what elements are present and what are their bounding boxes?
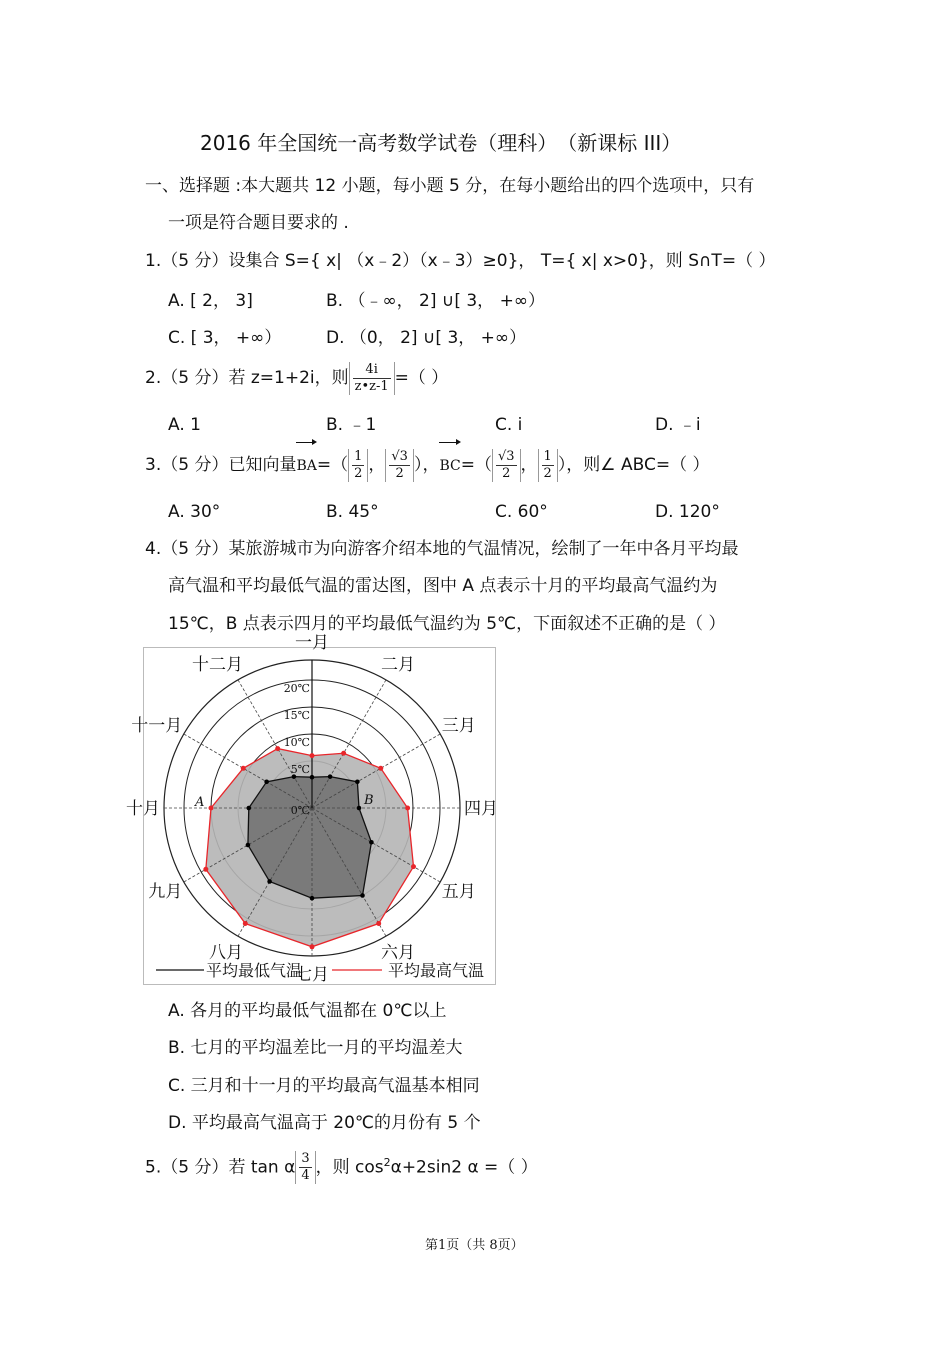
q5-fraction xyxy=(295,1151,315,1184)
low-point-6 xyxy=(310,896,315,901)
q2-fraction-num: 4i xyxy=(353,362,391,379)
q3-option-c: C. 60° xyxy=(495,502,548,522)
page-footer: 第1页（共 8页） xyxy=(425,1238,524,1253)
q3-frac-2-num: √3 xyxy=(391,448,408,464)
ring-label-1: 5℃ xyxy=(290,763,310,776)
low-point-7 xyxy=(267,879,272,884)
month-label-1: 二月 xyxy=(381,655,415,676)
q2-fraction-den: z•z-1 xyxy=(354,378,389,394)
q5-superscript: 2 xyxy=(383,1156,391,1169)
q1-option-b: B. （﹣∞， 2] ∪[ 3， +∞） xyxy=(326,291,545,311)
month-label-6: 七月 xyxy=(295,965,329,985)
q5-suffix2: α+2sin2 α =（ ） xyxy=(390,1157,538,1178)
month-label-0: 一月 xyxy=(295,633,329,653)
q3-comma-1: ， xyxy=(368,455,386,475)
section-header-line1: 一、选择题 :本大题共 12 小题，每小题 5 分，在每小题给出的四个选项中，只有 xyxy=(145,176,755,196)
high-point-0 xyxy=(310,753,315,758)
q3-suffix: ），则∠ ABC=（ ） xyxy=(557,455,710,475)
month-label-10: 十一月 xyxy=(131,716,183,736)
q2-stem xyxy=(145,356,448,400)
q3-frac-3-num: √3 xyxy=(497,448,515,464)
radar-chart xyxy=(126,633,498,985)
q4-line2: 高气温和平均最低气温的雷达图，图中 A 点表示十月的平均最高气温约为 xyxy=(168,576,718,596)
q2-fraction xyxy=(349,362,395,395)
low-point-8 xyxy=(246,843,251,848)
q3-stem xyxy=(145,443,709,488)
q4-option-a: A. 各月的平均最低气温都在 0℃以上 xyxy=(168,1001,447,1021)
month-label-11: 十二月 xyxy=(192,655,243,676)
q1-option-c: C. [ 3， +∞） xyxy=(168,328,282,348)
q3-frac-4-num: 1 xyxy=(543,448,552,464)
month-label-2: 三月 xyxy=(441,716,476,736)
q4-line3: 15℃，B 点表示四月的平均最低气温约为 5℃，下面叙述不正确的是（ ） xyxy=(168,614,726,634)
q2-option-a: A. 1 xyxy=(168,415,201,435)
page-title: 2016 年全国统一高考数学试卷（理科） （新课标 III） xyxy=(200,131,682,155)
q1-option-d: D. （0， 2] ∪[ 3， +∞） xyxy=(326,328,527,348)
q2-prefix: 2.（5 分）若 z=1+2i，则 xyxy=(145,368,349,388)
ring-label-4: 20℃ xyxy=(283,682,310,695)
q3-frac-3 xyxy=(492,449,521,482)
vector-ba: BA xyxy=(296,444,316,488)
q3-frac-2 xyxy=(385,449,414,482)
low-point-10 xyxy=(264,780,269,785)
vector-bc: BC xyxy=(439,444,460,488)
q2-option-c: C. i xyxy=(495,415,523,435)
section-header-line2: 一项是符合题目要求的 . xyxy=(168,213,349,233)
q3-option-d: D. 120° xyxy=(655,502,720,522)
q4-option-c: C. 三月和十一月的平均最高气温基本相同 xyxy=(168,1076,480,1096)
q3-frac-4-den: 2 xyxy=(543,465,552,481)
radar-figure xyxy=(126,633,498,985)
q3-option-b: B. 45° xyxy=(326,502,379,522)
q4-option-d: D. 平均最高气温高于 20℃的月份有 5 个 xyxy=(168,1113,481,1133)
q1-option-a: A. [ 2， 3] xyxy=(168,291,253,311)
high-point-1 xyxy=(341,751,346,756)
q2-option-b: B. ﹣1 xyxy=(326,415,377,435)
legend-low-label: 平均最低气温 xyxy=(206,961,303,980)
q3-comma-2: ， xyxy=(520,455,538,475)
q5-stem xyxy=(145,1141,538,1190)
high-point-10 xyxy=(241,766,246,771)
ring-label-3: 15℃ xyxy=(283,709,310,722)
q3-frac-1-num: 1 xyxy=(354,448,363,464)
month-label-7: 八月 xyxy=(209,942,243,963)
q3-frac-1-den: 2 xyxy=(354,465,363,481)
q5-fraction-num: 3 xyxy=(301,1151,310,1167)
q3-frac-2-den: 2 xyxy=(395,465,404,481)
q5-prefix: 5.（5 分）若 tan α xyxy=(145,1157,296,1178)
high-point-7 xyxy=(243,921,248,926)
month-label-8: 九月 xyxy=(148,882,183,902)
q3-frac-4 xyxy=(538,449,558,482)
low-point-2 xyxy=(355,780,360,785)
high-point-5 xyxy=(376,921,381,926)
month-label-5: 六月 xyxy=(381,942,415,963)
q3-prefix: 3.（5 分）已知向量 xyxy=(145,455,297,475)
ring-label-2: 10℃ xyxy=(283,736,310,749)
q3-eq-2: =（ xyxy=(460,455,492,475)
low-point-3 xyxy=(357,806,362,811)
high-point-8 xyxy=(203,867,208,872)
month-label-9: 十月 xyxy=(126,799,160,819)
q3-option-a: A. 30° xyxy=(168,502,221,522)
month-label-3: 四月 xyxy=(464,799,498,819)
high-point-2 xyxy=(378,766,383,771)
low-point-0 xyxy=(310,775,315,780)
point-b-label: B xyxy=(364,793,374,808)
q5-fraction-den: 4 xyxy=(301,1168,310,1184)
point-a-label: A xyxy=(195,795,205,810)
q3-frac-3-den: 2 xyxy=(502,465,511,481)
q4-line1: 4.（5 分）某旅游城市为向游客介绍本地的气温情况，绘制了一年中各月平均最 xyxy=(145,539,739,559)
low-point-4 xyxy=(369,840,374,845)
low-point-1 xyxy=(328,774,333,779)
q2-suffix: =（ ） xyxy=(394,368,449,388)
q5-suffix1: ，则 cos xyxy=(315,1157,384,1178)
q1-stem: 1.（5 分）设集合 S={ x| （x﹣2）（x﹣3）≥0}， T={ x| x>0}，则 S∩T=（ ） xyxy=(145,251,776,271)
month-label-4: 五月 xyxy=(441,882,476,902)
low-point-9 xyxy=(247,806,252,811)
q2-option-d: D. ﹣i xyxy=(655,415,701,435)
legend-high-label: 平均最高气温 xyxy=(388,961,485,980)
q3-frac-1 xyxy=(348,449,368,482)
high-point-4 xyxy=(411,864,416,869)
ring-label-0: 0℃ xyxy=(290,804,310,817)
high-point-3 xyxy=(405,806,410,811)
low-point-5 xyxy=(360,893,365,898)
high-point-11 xyxy=(275,746,280,751)
q3-close-1: ）， xyxy=(413,455,440,475)
high-point-9 xyxy=(209,806,214,811)
high-point-6 xyxy=(310,944,315,949)
q3-eq-1: =（ xyxy=(316,455,349,475)
q4-option-b: B. 七月的平均温差比一月的平均温差大 xyxy=(168,1038,463,1058)
